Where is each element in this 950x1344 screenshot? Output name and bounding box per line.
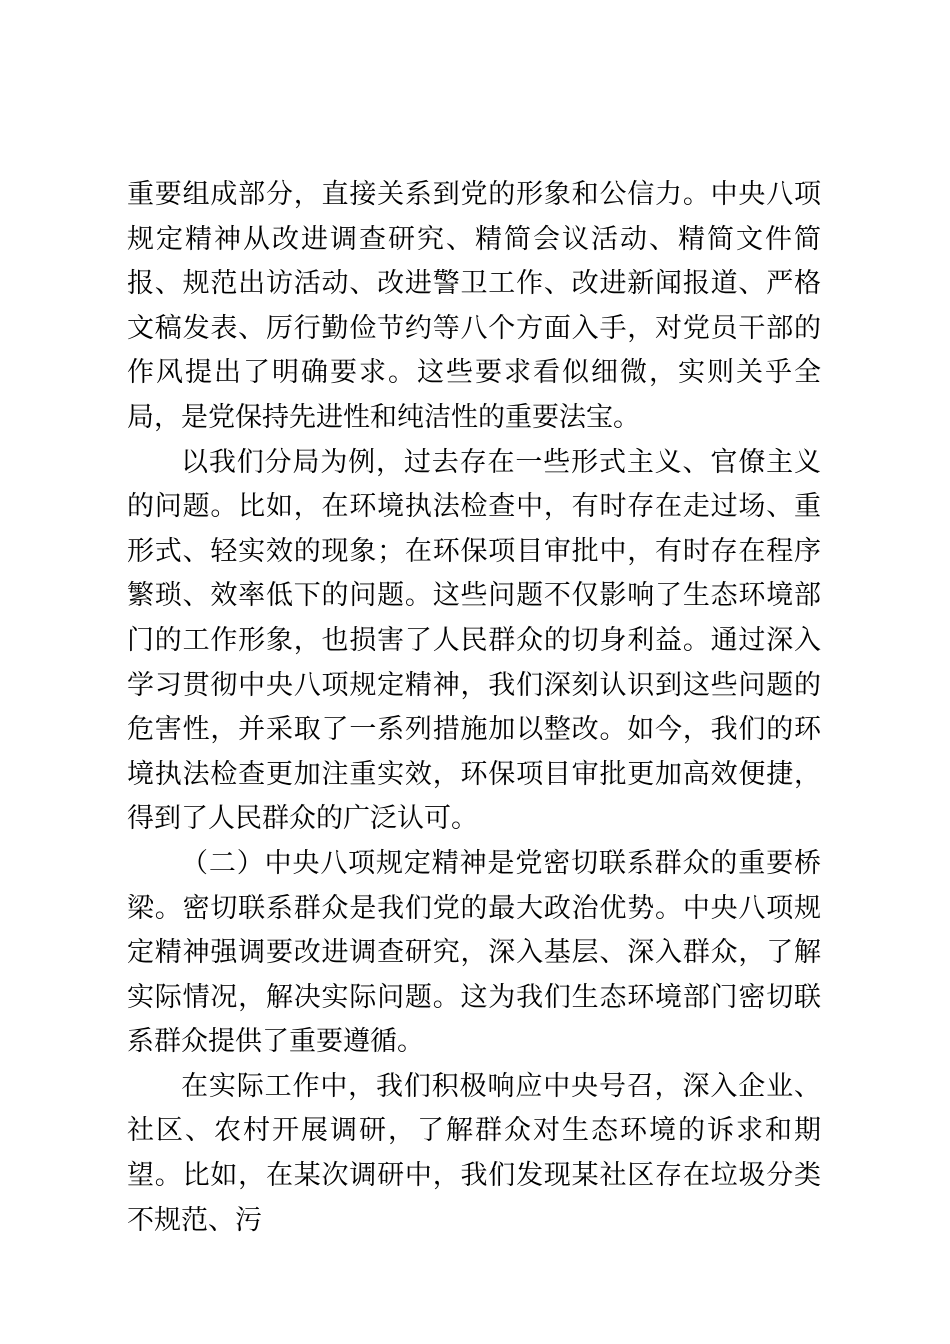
paragraph-practical-work: 在实际工作中，我们积极响应中央号召，深入企业、社区、农村开展调研，了解群众对生态环境的诉求和期望。比如，在某次调研中，我们发现某社区存在垃圾分类不规范、污 (127, 1070, 821, 1236)
document-body (127, 173, 821, 1243)
paragraph-continuation: 重要组成部分，直接关系到党的形象和公信力。中央八项规定精神从改进调查研究、精简会议活动、精简文件简报、规范出访活动、改进警卫工作、改进新闻报道、严格文稿发表、厉行勤俭节约等八个方面入手，对党员干部的作风提出了明确要求。这些要求看似细微，实则关乎全局，是党保持先进性和纯洁性的重要法宝。 (127, 179, 821, 433)
paragraph-example-branch: 以我们分局为例，过去存在一些形式主义、官僚主义的问题。比如，在环境执法检查中，有时存在走过场、重形式、轻实效的现象；在环保项目审批中，有时存在程序繁琐、效率低下的问题。这些问题不仅影响了生态环境部门的工作形象，也损害了人民群众的切身利益。通过深入学习贯彻中央八项规定精神，我们深刻认识到这些问题的危害性，并采取了一系列措施加以整改。如今，我们的环境执法检查更加注重实效，环保项目审批更加高效便捷，得到了人民群众的广泛认可。 (127, 446, 821, 835)
paragraph-section-two: （二）中央八项规定精神是党密切联系群众的重要桥梁。密切联系群众是我们党的最大政治优势。中央八项规定精神强调要改进调查研究，深入基层、深入群众，了解实际情况，解决实际问题。这为我们生态环境部门密切联系群众提供了重要遵循。 (127, 847, 821, 1058)
